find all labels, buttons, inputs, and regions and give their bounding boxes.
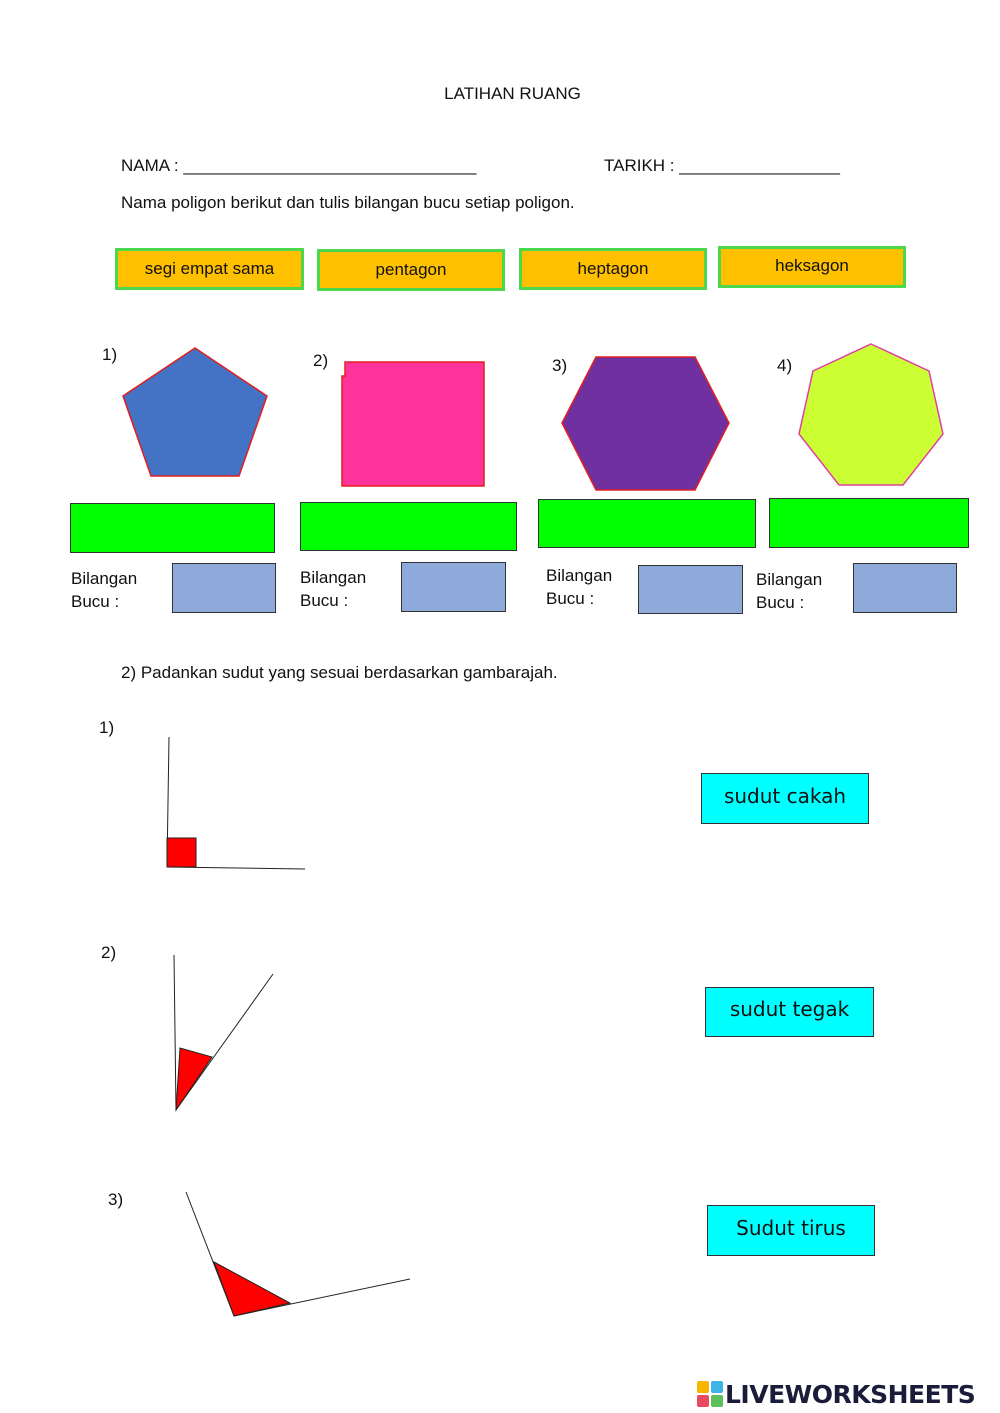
section1-instruction: Nama poligon berikut dan tulis bilangan bucu setiap poligon.: [121, 193, 575, 212]
word-segi-empat-sama[interactable]: segi empat sama: [115, 248, 304, 290]
angle-number-2: 2): [101, 943, 117, 962]
angle-number-1: 1): [99, 718, 115, 737]
liveworksheets-logo: [697, 1378, 975, 1410]
page-title: LATIHAN RUANG: [444, 84, 581, 103]
bucu-label-3: Bilangan Bucu :: [546, 566, 613, 608]
angle-number-3: 3): [108, 1190, 124, 1209]
obtuse-angle-figure: [186, 1192, 410, 1316]
bucu-label-1: Bilangan Bucu :: [71, 569, 138, 611]
shape-number-3: 3): [552, 356, 568, 375]
bucu-label-2: Bilangan Bucu :: [300, 568, 367, 610]
word-heksagon[interactable]: heksagon: [718, 246, 906, 288]
option-sudut-tirus[interactable]: Sudut tirus: [707, 1205, 875, 1256]
section2-instruction: 2) Padankan sudut yang sesuai berdasarkan gambarajah.: [121, 663, 558, 682]
word-heptagon[interactable]: heptagon: [519, 248, 707, 290]
option-sudut-cakah[interactable]: sudut cakah: [701, 773, 869, 824]
name-field: NAMA : _______________________________: [121, 156, 477, 175]
shape-number-1: 1): [102, 345, 118, 364]
liveworksheets-logo-icon: [697, 1381, 723, 1407]
liveworksheets-logo-text: LIVEWORKSHEETS: [725, 1379, 976, 1409]
shape-number-2: 2): [313, 351, 329, 370]
option-sudut-tegak[interactable]: sudut tegak: [705, 987, 874, 1037]
shape-number-4: 4): [777, 356, 793, 375]
word-pentagon[interactable]: pentagon: [317, 249, 505, 291]
bucu-label-4: Bilangan Bucu :: [756, 570, 823, 612]
date-field: TARIKH : _________________: [604, 156, 840, 175]
acute-angle-figure: [174, 955, 273, 1110]
right-angle-figure: [167, 737, 305, 869]
